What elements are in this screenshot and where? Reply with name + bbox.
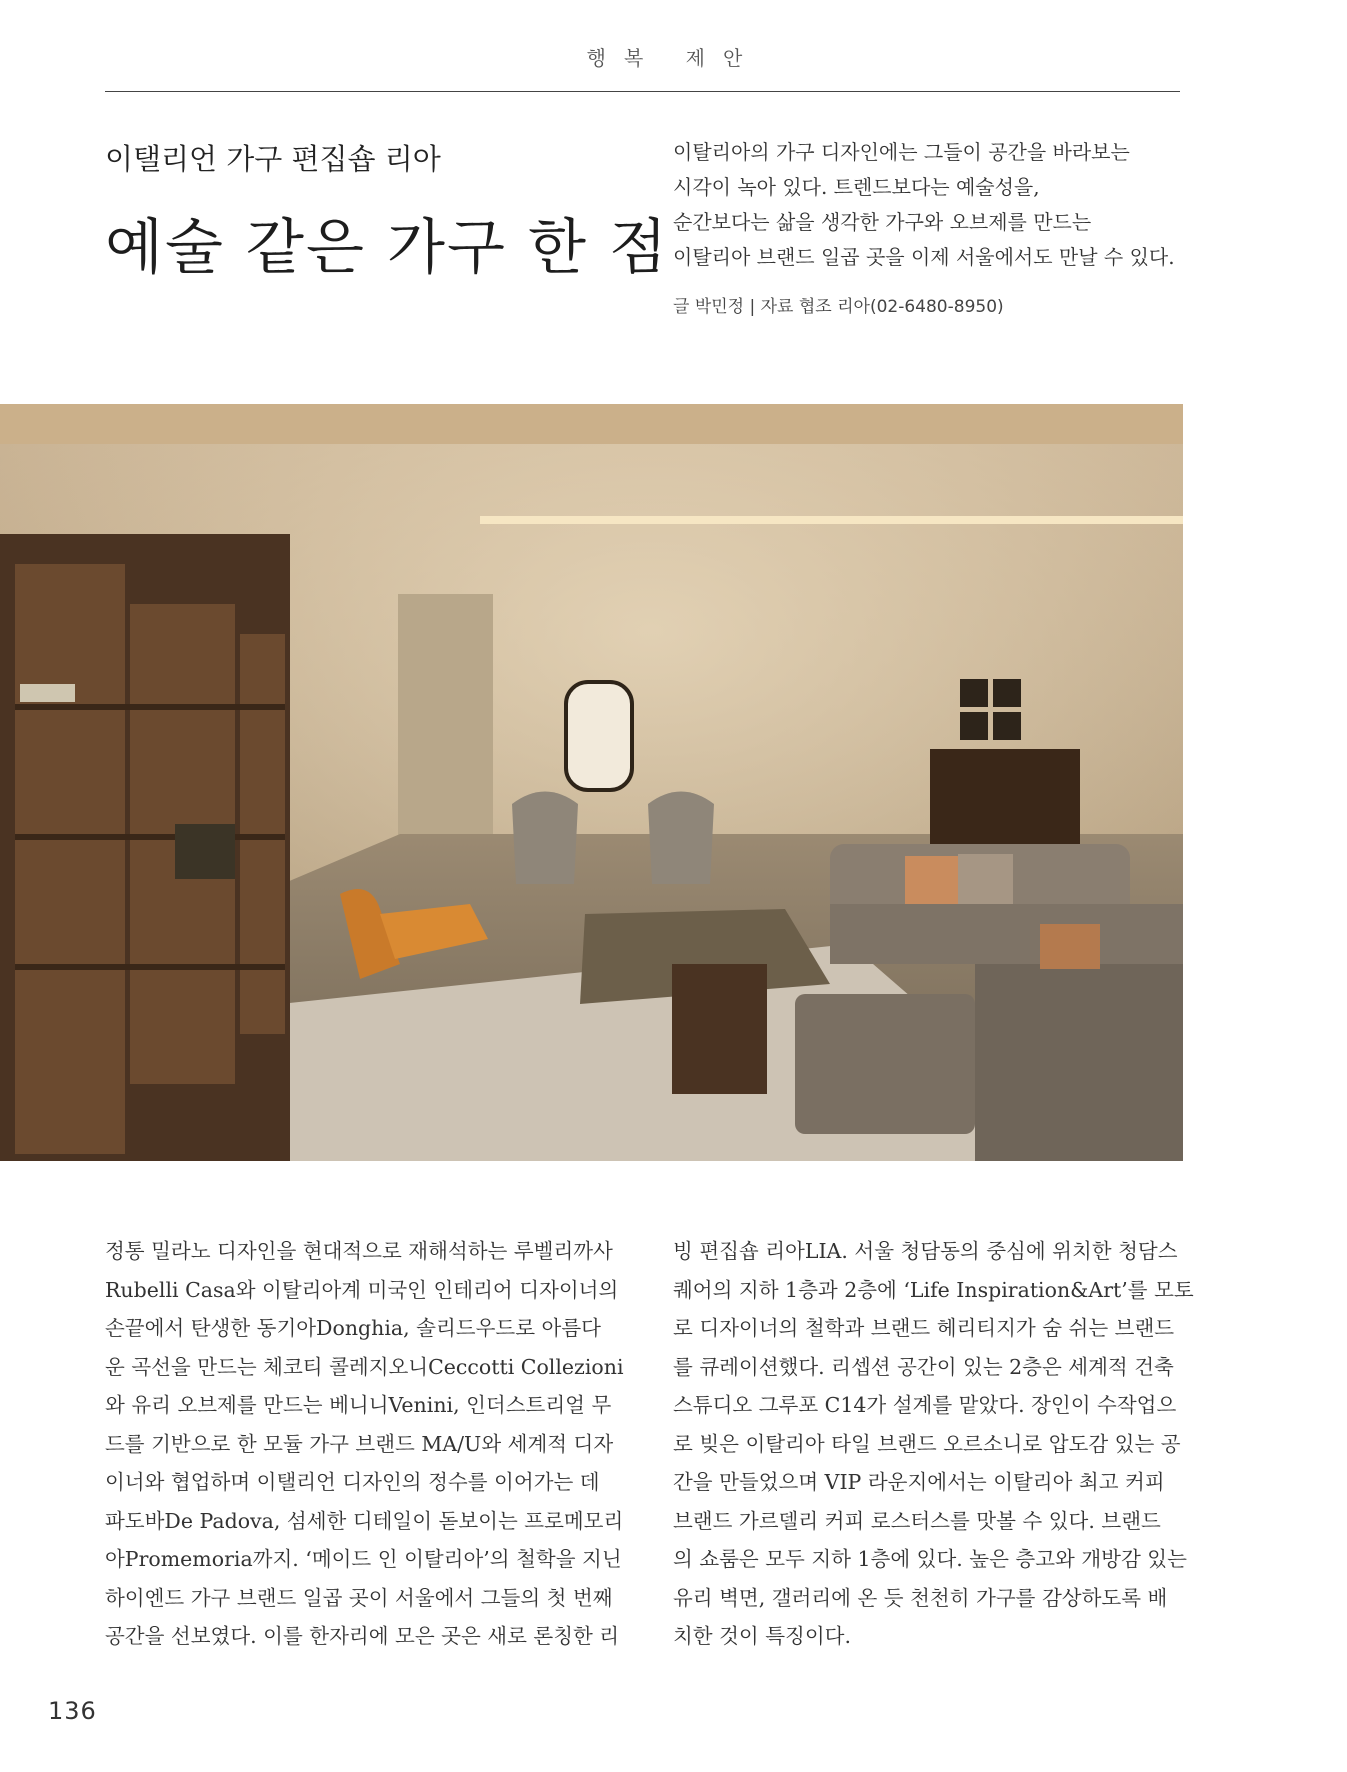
body-line: 퀘어의 지하 1층과 2층에 ‘Life Inspiration&Art’를 모토: [673, 1277, 1194, 1302]
lead-line: 이탈리아의 가구 디자인에는 그들이 공간을 바라보는: [673, 140, 1130, 164]
body-column-right: [673, 1232, 1193, 1656]
body-line: 와 유리 오브제를 만드는 베니니Venini, 인더스트리얼 무: [105, 1393, 612, 1417]
body-line: 드를 기반으로 한 모듈 가구 브랜드 MA/U와 세계적 디자: [105, 1431, 614, 1456]
section-label: 행복 제안: [586, 46, 761, 70]
body-line: 하이엔드 가구 브랜드 일곱 곳이 서울에서 그들의 첫 번째: [105, 1585, 613, 1610]
body-line: 유리 벽면, 갤러리에 온 듯 천천히 가구를 감상하도록 배: [673, 1585, 1168, 1610]
body-line: 빙 편집숍 리아LIA. 서울 청담동의 중심에 위치한 청담스: [673, 1239, 1178, 1263]
body-line: 운 곡선을 만드는 체코티 콜레지오니Ceccotti Collezioni: [105, 1354, 624, 1379]
body-line: 의 쇼룸은 모두 지하 1층에 있다. 높은 층고와 개방감 있는: [673, 1547, 1187, 1571]
lead-line: 시각이 녹아 있다. 트렌드보다는 예술성을,: [673, 175, 1040, 199]
body-line: 손끝에서 탄생한 동기아Donghia, 솔리드우드로 아름다: [105, 1316, 601, 1340]
body-line: 이너와 협업하며 이탤리언 디자인의 정수를 이어가는 데: [105, 1470, 600, 1494]
article-lead: [673, 135, 1193, 275]
body-line: 간을 만들었으며 VIP 라운지에서는 이탈리아 최고 커피: [673, 1470, 1165, 1494]
body-line: 공간을 선보였다. 이를 한자리에 모은 곳은 새로 론칭한 리: [105, 1624, 620, 1648]
lead-line: 이탈리아 브랜드 일곱 곳을 이제 서울에서도 만날 수 있다.: [673, 245, 1175, 269]
body-line: 브랜드 가르델리 커피 로스터스를 맛볼 수 있다. 브랜드: [673, 1508, 1161, 1533]
showroom-photo: [0, 404, 1183, 1161]
article-kicker: 이탤리언 가구 편집숍 리아: [105, 142, 441, 176]
body-column-left: [105, 1232, 625, 1656]
body-line: 를 큐레이션했다. 리셉션 공간이 있는 2층은 세계적 건축: [673, 1354, 1174, 1379]
body-line: Rubelli Casa와 이탈리아계 미국인 인테리어 디자이너의: [105, 1277, 619, 1302]
body-line: 스튜디오 그루포 C14가 설계를 맡았다. 장인이 수작업으: [673, 1393, 1177, 1417]
lead-line: 순간보다는 삶을 생각한 가구와 오브제를 만드는: [673, 210, 1092, 234]
body-line: 로 빚은 이탈리아 타일 브랜드 오르소니로 압도감 있는 공: [673, 1431, 1181, 1456]
body-line: 정통 밀라노 디자인을 현대적으로 재해석하는 루벨리까사: [105, 1239, 613, 1263]
body-line: 치한 것이 특징이다.: [673, 1624, 851, 1648]
header-rule: [105, 91, 1180, 92]
body-line: 아Promemoria까지. ‘메이드 인 이탈리아’의 철학을 지닌: [105, 1547, 622, 1571]
body-line: 파도바De Padova, 섬세한 디테일이 돋보이는 프로메모리: [105, 1508, 624, 1533]
body-line: 로 디자이너의 철학과 브랜드 헤리티지가 숨 쉬는 브랜드: [673, 1316, 1175, 1340]
page-number: 136: [48, 1697, 97, 1725]
article-headline: 예술 같은 가구 한 점: [105, 213, 669, 283]
article-credit: 글 박민정 | 자료 협조 리아(02-6480-8950): [673, 297, 1004, 317]
